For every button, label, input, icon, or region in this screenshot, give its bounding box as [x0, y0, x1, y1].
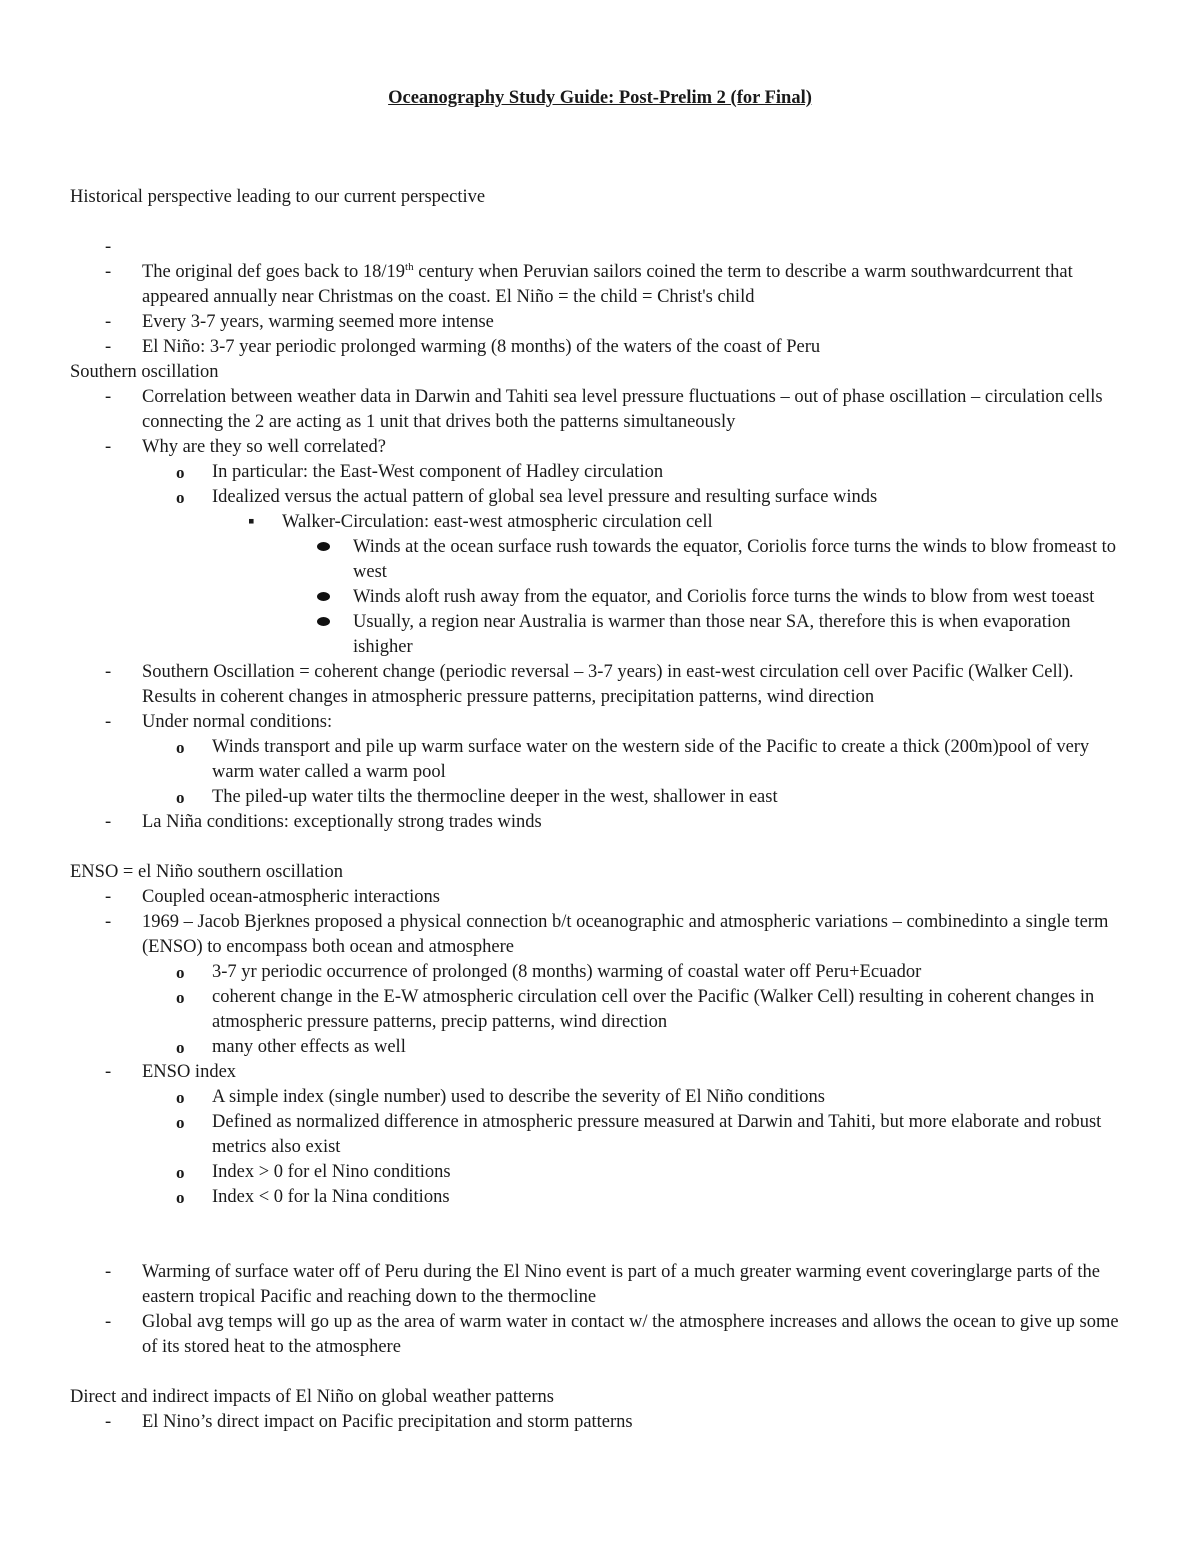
- dash-marker: -: [105, 312, 112, 332]
- list-item: [70, 1085, 1130, 1110]
- dash-marker: -: [105, 887, 112, 907]
- list-item: [70, 260, 1130, 310]
- page-title: Oceanography Study Guide: Post-Prelim 2 (for Final): [388, 88, 812, 108]
- list-item: [70, 1260, 1130, 1310]
- impacts-list: [70, 1410, 1130, 1435]
- enso-warming-list: [70, 1260, 1130, 1360]
- list-item-text: Correlation between weather data in Darwin and Tahiti sea level pressure fluctuations – out of phase oscillation – circulation cells connecting the 2 are acting as 1 unit that drives both the patterns simultaneously: [142, 387, 1103, 432]
- circle-marker: o: [176, 1088, 185, 1107]
- list-item: [70, 510, 1130, 535]
- list-item: [70, 610, 1130, 660]
- bullet-icon: [317, 617, 330, 626]
- dash-marker: -: [105, 1062, 112, 1082]
- list-item-text: Warming of surface water off of Peru during the El Nino event is part of a much greater warming event coveringlarge parts of the eastern tropical Pacific and reaching down to the thermocline: [142, 1262, 1100, 1307]
- southern-oscillation-list-end: [70, 810, 1130, 835]
- list-item: [70, 1060, 1130, 1085]
- list-item-text: Defined as normalized difference in atmospheric pressure measured at Darwin and Tahiti, but more elaborate and robust metrics also exist: [212, 1112, 1102, 1157]
- list-item: [70, 1035, 1130, 1060]
- enso-list-continued: [70, 1060, 1130, 1085]
- list-item-text: 3-7 yr periodic occurrence of prolonged (8 months) warming of coastal water off Peru+Ecuador: [212, 962, 922, 982]
- dash-marker: -: [105, 1262, 112, 1282]
- superscript: th: [405, 260, 414, 273]
- list-item: [70, 910, 1130, 960]
- circle-marker: o: [176, 488, 185, 507]
- dash-marker: -: [105, 337, 112, 357]
- list-item: [70, 1160, 1130, 1185]
- square-marker: ▪: [248, 512, 255, 532]
- southern-oscillation-list: [70, 385, 1130, 460]
- list-item: [70, 660, 1130, 710]
- list-item-text: El Niño: 3-7 year periodic prolonged warming (8 months) of the waters of the coast of Peru: [142, 337, 821, 357]
- walker-sublist: [70, 510, 1130, 535]
- list-item: [70, 885, 1130, 910]
- enso-index-sublist: [70, 1085, 1130, 1210]
- circle-marker: o: [176, 963, 185, 982]
- southern-oscillation-list-continued: [70, 660, 1130, 735]
- list-item: [70, 385, 1130, 435]
- list-item-text: century when Peruvian sailors coined the term to describe a warm southwardcurrent that appeared annually near Christmas on the coast. El Niño = the child = Christ's child: [142, 262, 1073, 307]
- list-item-text: Index > 0 for el Nino conditions: [212, 1162, 451, 1182]
- section-heading-impacts: Direct and indirect impacts of El Niño on global weather patterns: [70, 1387, 554, 1407]
- list-item-text: Usually, a region near Australia is warmer than those near SA, therefore this is when evaporation ishigher: [353, 612, 1071, 657]
- circle-marker: o: [176, 1188, 185, 1207]
- spacer: [70, 1360, 1130, 1385]
- list-item-text: Idealized versus the actual pattern of global sea level pressure and resulting surface winds: [212, 487, 878, 507]
- list-item: [70, 535, 1130, 585]
- list-item-text: Why are they so well correlated?: [142, 437, 386, 457]
- list-item: [70, 1185, 1130, 1210]
- dash-marker: -: [105, 1412, 112, 1432]
- why-sublist: [70, 460, 1130, 510]
- bjerknes-sublist: [70, 960, 1130, 1060]
- list-item-text: Southern Oscillation = coherent change (periodic reversal – 3-7 years) in east-west circulation cell over Pacific (Walker Cell). Results in coherent changes in atmospheric pressure patterns, precipitation patterns, wind direction: [142, 662, 1074, 707]
- list-item-text: Winds at the ocean surface rush towards the equator, Coriolis force turns the winds to blow fromeast to west: [353, 537, 1116, 582]
- dash-marker: -: [105, 237, 112, 257]
- enso-list: [70, 885, 1130, 960]
- circle-marker: o: [176, 788, 185, 807]
- list-item-text: Under normal conditions:: [142, 712, 333, 732]
- dash-marker: -: [105, 812, 112, 832]
- spacer: [70, 1210, 1130, 1260]
- circle-marker: o: [176, 988, 185, 1007]
- circle-marker: o: [176, 1038, 185, 1057]
- spacer: [70, 835, 1130, 860]
- list-item-text: Winds aloft rush away from the equator, and Coriolis force turns the winds to blow from west toeast: [353, 587, 1095, 607]
- list-item: [70, 335, 1130, 360]
- list-item-text: Every 3-7 years, warming seemed more intense: [142, 312, 494, 332]
- circle-marker: o: [176, 738, 185, 757]
- dash-marker: -: [105, 1312, 112, 1332]
- list-item-text: A simple index (single number) used to describe the severity of El Niño conditions: [212, 1087, 825, 1107]
- dash-marker: -: [105, 262, 112, 282]
- bullet-icon: [317, 542, 330, 551]
- list-item: [70, 985, 1130, 1035]
- dash-marker: -: [105, 662, 112, 682]
- list-item: [70, 1110, 1130, 1160]
- list-item-text: The piled-up water tilts the thermocline deeper in the west, shallower in east: [212, 787, 778, 807]
- list-item-text: La Niña conditions: exceptionally strong trades winds: [142, 812, 542, 832]
- list-item-text: coherent change in the E-W atmospheric circulation cell over the Pacific (Walker Cell) resulting in coherent changes in atmospheric pressure patterns, precip patterns, wind direction: [212, 987, 1095, 1032]
- dash-marker: -: [105, 712, 112, 732]
- list-item: [70, 460, 1130, 485]
- list-item: [70, 435, 1130, 460]
- bullet-icon: [317, 592, 330, 601]
- list-item-text: The original def goes back to 18/19: [142, 262, 406, 282]
- list-item: [70, 485, 1130, 510]
- list-item: [70, 960, 1130, 985]
- walker-points-list: [70, 535, 1130, 660]
- list-item: [70, 1410, 1130, 1435]
- list-item-text: many other effects as well: [212, 1037, 406, 1057]
- section-heading-southern-oscillation: Southern oscillation: [70, 362, 219, 382]
- circle-marker: o: [176, 463, 185, 482]
- list-item: [70, 1310, 1130, 1360]
- list-item-text: Winds transport and pile up warm surface water on the western side of the Pacific to create a thick (200m)pool of very warm water called a warm pool: [212, 737, 1090, 782]
- list-item-text: In particular: the East-West component of Hadley circulation: [212, 462, 664, 482]
- section-heading-enso: ENSO = el Niño southern oscillation: [70, 862, 344, 882]
- dash-marker: -: [105, 912, 112, 932]
- list-item: [70, 710, 1130, 735]
- list-item: [70, 235, 1130, 260]
- list-item-text: El Nino’s direct impact on Pacific precipitation and storm patterns: [142, 1412, 633, 1432]
- dash-marker: -: [105, 387, 112, 407]
- circle-marker: o: [176, 1113, 185, 1132]
- circle-marker: o: [176, 1163, 185, 1182]
- list-item: [70, 810, 1130, 835]
- list-item-text: Walker-Circulation: east-west atmospheric circulation cell: [282, 512, 713, 532]
- historical-list: [70, 235, 1130, 360]
- dash-marker: -: [105, 437, 112, 457]
- list-item-text: Index < 0 for la Nina conditions: [212, 1187, 450, 1207]
- list-item: [70, 585, 1130, 610]
- list-item-text: 1969 – Jacob Bjerknes proposed a physical connection b/t oceanographic and atmospheric variations – combinedinto a single term (ENSO) to encompass both ocean and atmosphere: [142, 912, 1109, 957]
- list-item-text: Global avg temps will go up as the area of warm water in contact w/ the atmosphere increases and allows the ocean to give up some of its stored heat to the atmosphere: [142, 1312, 1119, 1357]
- section-heading-historical: Historical perspective leading to our current perspective: [70, 187, 486, 207]
- normal-conditions-sublist: [70, 735, 1130, 810]
- list-item: [70, 310, 1130, 335]
- list-item: [70, 735, 1130, 785]
- list-item-text: ENSO index: [142, 1062, 237, 1082]
- list-item: [70, 785, 1130, 810]
- list-item-text: Coupled ocean-atmospheric interactions: [142, 887, 440, 907]
